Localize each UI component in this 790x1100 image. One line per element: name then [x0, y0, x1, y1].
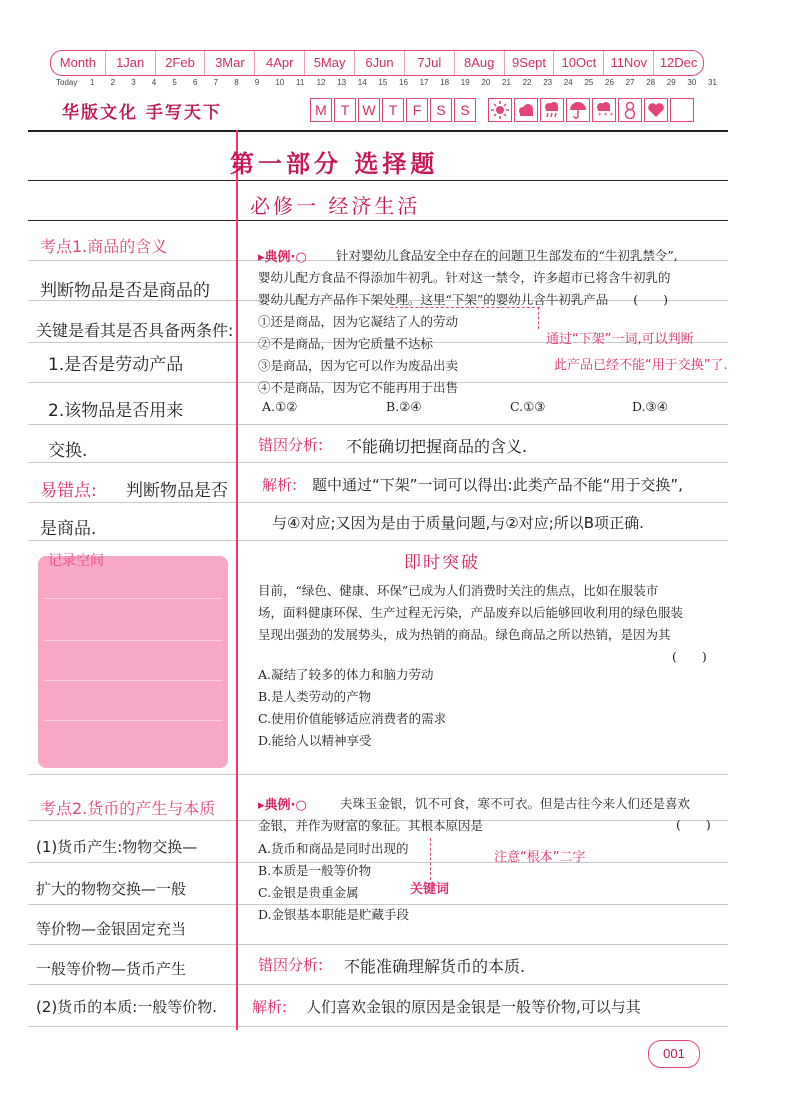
today-label: Today — [56, 78, 78, 87]
ex1-item: ④不是商品，因为它不能再用于出售 — [258, 380, 459, 395]
ruled-line — [28, 944, 728, 945]
kd2-line: (1)货币产生:物物交换— — [36, 838, 198, 856]
ex1-analysis-label: 解析: — [262, 476, 298, 494]
ex1-analysis-line: 题中通过“下架”一词可以得出:此类产品不能“用于交换”, — [312, 476, 683, 494]
annotation-underline — [390, 307, 540, 308]
kd1-title: 考点1.商品的含义 — [40, 237, 168, 256]
ruled-line — [28, 774, 728, 775]
weekday-boxes — [310, 98, 478, 122]
day-number: 19 — [460, 78, 470, 87]
heart-icon[interactable] — [644, 98, 668, 122]
day-number: 14 — [357, 78, 367, 87]
ex1-question-line: 针对婴幼儿食品安全中存在的问题卫生部发布的“牛初乳禁令”, — [336, 248, 678, 263]
weekday-box[interactable]: M — [310, 98, 332, 122]
day-number: 28 — [646, 78, 656, 87]
annotation-connector — [430, 838, 431, 880]
ex1-item: ③是商品，因为它可以作为废品出卖 — [258, 358, 459, 373]
ruled-line — [28, 540, 728, 541]
day-number: 22 — [522, 78, 532, 87]
ex1-item: ①还是商品，因为它凝结了人的劳动 — [258, 314, 459, 329]
weekday-box[interactable]: S — [454, 98, 476, 122]
ex1-option: D.③④ — [632, 399, 668, 414]
day-number: 21 — [502, 78, 511, 87]
weekday-box[interactable]: S — [430, 98, 452, 122]
ex1-option: B.②④ — [386, 399, 422, 414]
brand-title: 华版文化 手写天下 — [62, 103, 222, 123]
ex2-keyword-note: 关键词 — [410, 882, 450, 897]
ex2-analysis-text: 人们喜欢金银的原因是金银是一般等价物,可以与其 — [306, 998, 641, 1016]
bullet-icon: ▸ — [258, 250, 265, 265]
ex1-analysis-line: 与④对应;又因为是由于质量问题,与②对应;所以B项正确. — [272, 514, 644, 532]
day-number: 27 — [625, 78, 635, 87]
record-space-box — [38, 556, 228, 768]
month-cell: 7Jul — [405, 51, 455, 75]
kd1-line: 判断物品是否是商品的 — [40, 281, 210, 301]
section-subtitle: 必修一 经济生活 — [250, 194, 421, 218]
day-number: 4 — [151, 78, 157, 87]
cloud-rain-icon[interactable] — [540, 98, 564, 122]
subtitle-rule — [28, 220, 728, 221]
weekday-box[interactable]: T — [334, 98, 356, 122]
day-number: 5 — [172, 78, 177, 87]
ex2-err-label: 错因分析: — [258, 956, 324, 974]
month-cell: 2Feb — [156, 51, 206, 75]
header-rule — [28, 130, 728, 132]
ruled-line — [28, 984, 728, 985]
day-number: 2 — [110, 78, 116, 87]
sun-icon[interactable] — [488, 98, 512, 122]
month-bar — [50, 50, 704, 76]
month-cell: 11Nov — [604, 51, 654, 75]
record-line — [44, 640, 222, 641]
day-number: 25 — [584, 78, 594, 87]
practice-bracket: ( ) — [672, 649, 707, 664]
kd1-line: 1.是否是劳动产品 — [48, 355, 184, 375]
day-number: 10 — [275, 78, 285, 87]
kd1-line: 交换. — [48, 441, 88, 461]
day-number: 20 — [481, 78, 491, 87]
ex2-option: A.货币和商品是同时出现的 — [258, 841, 409, 856]
practice-option: A.凝结了较多的体力和脑力劳动 — [258, 667, 434, 682]
ex1-err-text: 不能确切把握商品的含义. — [346, 437, 528, 456]
example2-label: ▸典例·○ — [258, 798, 307, 813]
kd2-line: 扩大的物物交换—一般 — [36, 880, 187, 898]
ex2-option: D.金银基本职能是贮藏手段 — [258, 907, 410, 922]
ruled-line — [28, 502, 728, 503]
ex2-question-line: 夫珠玉金银，饥不可食，寒不可衣。但是古往今来人们还是喜欢 — [340, 796, 691, 811]
annotation-connector — [538, 307, 539, 329]
ex2-question-line: 金银，并作为财富的象征。其根本原因是 — [258, 818, 484, 833]
day-number: 11 — [296, 78, 305, 87]
ex2-option: C.金银是贵重金属 — [258, 885, 359, 900]
day-number: 16 — [399, 78, 408, 87]
day-number: 15 — [378, 78, 388, 87]
day-number: 24 — [563, 78, 573, 87]
day-number: 7 — [213, 78, 219, 87]
practice-line: 场，面料健康环保、生产过程无污染，产品废弃以后能够回收利用的绿色服装 — [258, 605, 684, 620]
weekday-box[interactable]: T — [382, 98, 404, 122]
month-cell: Month — [51, 51, 106, 75]
ruled-line — [28, 1026, 728, 1027]
month-cell: 4Apr — [255, 51, 305, 75]
day-number: 31 — [708, 78, 717, 87]
day-number: 8 — [234, 78, 239, 87]
practice-line: 呈现出强劲的发展势头，成为热销的商品。绿色商品之所以热销，是因为其 — [258, 627, 671, 642]
weekday-box[interactable]: F — [406, 98, 428, 122]
month-cell: 8Aug — [455, 51, 505, 75]
moon-icon[interactable] — [670, 98, 694, 122]
snowman-icon[interactable] — [618, 98, 642, 122]
cloud-icon[interactable] — [514, 98, 538, 122]
svg-text:* * *: * * * — [598, 112, 613, 119]
day-number: 30 — [687, 78, 697, 87]
example1-label: ▸典例·○ — [258, 250, 307, 265]
day-row — [56, 78, 717, 90]
month-cell: 6Jun — [355, 51, 405, 75]
kd2-title: 考点2.货币的产生与本质 — [40, 799, 216, 818]
kd1-line: 关键是看其是否具备两条件: — [36, 321, 234, 340]
day-number: 6 — [193, 78, 198, 87]
kd2-line: 等价物—金银固定充当 — [36, 920, 187, 938]
record-line — [44, 598, 222, 599]
ex1-note: 此产品已经不能“用于交换”了. — [554, 358, 728, 373]
day-number: 26 — [605, 78, 614, 87]
bullet-icon: ▸ — [258, 798, 265, 813]
ruled-line — [28, 424, 728, 425]
ruled-line — [28, 462, 728, 463]
weather-icons — [488, 98, 696, 122]
month-cell: 5May — [305, 51, 355, 75]
kd1-line: 2.该物品是否用来 — [48, 401, 184, 421]
weekday-box[interactable]: W — [358, 98, 380, 122]
err-point-line: 是商品. — [40, 519, 97, 539]
ex1-err-label: 错因分析: — [258, 436, 324, 454]
practice-option: C.使用价值能够适应消费者的需求 — [258, 711, 447, 726]
kd2-line: (2)货币的本质:一般等价物. — [36, 998, 218, 1016]
ex1-question-line: 婴幼儿配方食品不得添加牛初乳。针对这一禁令，许多超市已将含牛初乳的 — [258, 270, 671, 285]
practice-line: 目前，“绿色、健康、环保”已成为人们消费时关注的焦点，比如在服装市 — [258, 583, 659, 598]
section-title: 第一部分 选择题 — [230, 150, 439, 178]
ex1-option: A.①② — [262, 399, 298, 414]
day-number: 29 — [666, 78, 676, 87]
month-cell: 12Dec — [659, 55, 698, 70]
kd2-line: 一般等价物—货币产生 — [36, 960, 187, 978]
day-number: 1 — [90, 78, 95, 87]
umbrella-icon[interactable] — [566, 98, 590, 122]
err-point-label: 易错点: — [40, 481, 97, 501]
day-number: 9 — [254, 78, 260, 87]
ex1-note: 通过“下架”一词,可以判断 — [546, 332, 694, 347]
margin-line — [236, 130, 238, 1030]
day-number: 3 — [131, 78, 136, 87]
day-number: 23 — [543, 78, 553, 87]
ex2-bracket: ( ) — [676, 817, 711, 832]
month-cell: 9Sept — [505, 51, 555, 75]
month-cell: 1Jan — [106, 51, 156, 75]
title-rule — [28, 180, 728, 181]
day-number: 13 — [337, 78, 347, 87]
practice-option: B.是人类劳动的产物 — [258, 689, 372, 704]
record-line — [44, 680, 222, 681]
day-number: 17 — [419, 78, 429, 87]
page-number: 001 — [648, 1040, 700, 1068]
day-number: 18 — [440, 78, 450, 87]
day-number: 12 — [316, 78, 326, 87]
ex2-analysis-label: 解析: — [252, 998, 288, 1016]
ex2-note: 注意“根本”二字 — [494, 850, 586, 865]
ruled-line — [28, 862, 728, 863]
ex1-question-line: 婴幼儿配方产品作下架处理。这里“下架”的婴幼儿含牛初乳产品 ( ) — [258, 292, 669, 307]
ex2-option: B.本质是一般等价物 — [258, 863, 372, 878]
practice-option: D.能给人以精神享受 — [258, 733, 372, 748]
practice-title: 即时突破 — [404, 553, 480, 573]
month-cell: 3Mar — [205, 51, 255, 75]
ex1-option: C.①③ — [510, 399, 546, 414]
record-line — [44, 720, 222, 721]
record-space-title: 记录空间 — [48, 553, 104, 569]
snow-cloud-icon[interactable] — [592, 98, 616, 122]
err-point-line: 判断物品是否 — [126, 481, 228, 501]
month-cell: 10Oct — [554, 51, 604, 75]
ex2-err-text: 不能准确理解货币的本质. — [344, 957, 526, 976]
ex1-item: ②不是商品，因为它质量不达标 — [258, 336, 434, 351]
